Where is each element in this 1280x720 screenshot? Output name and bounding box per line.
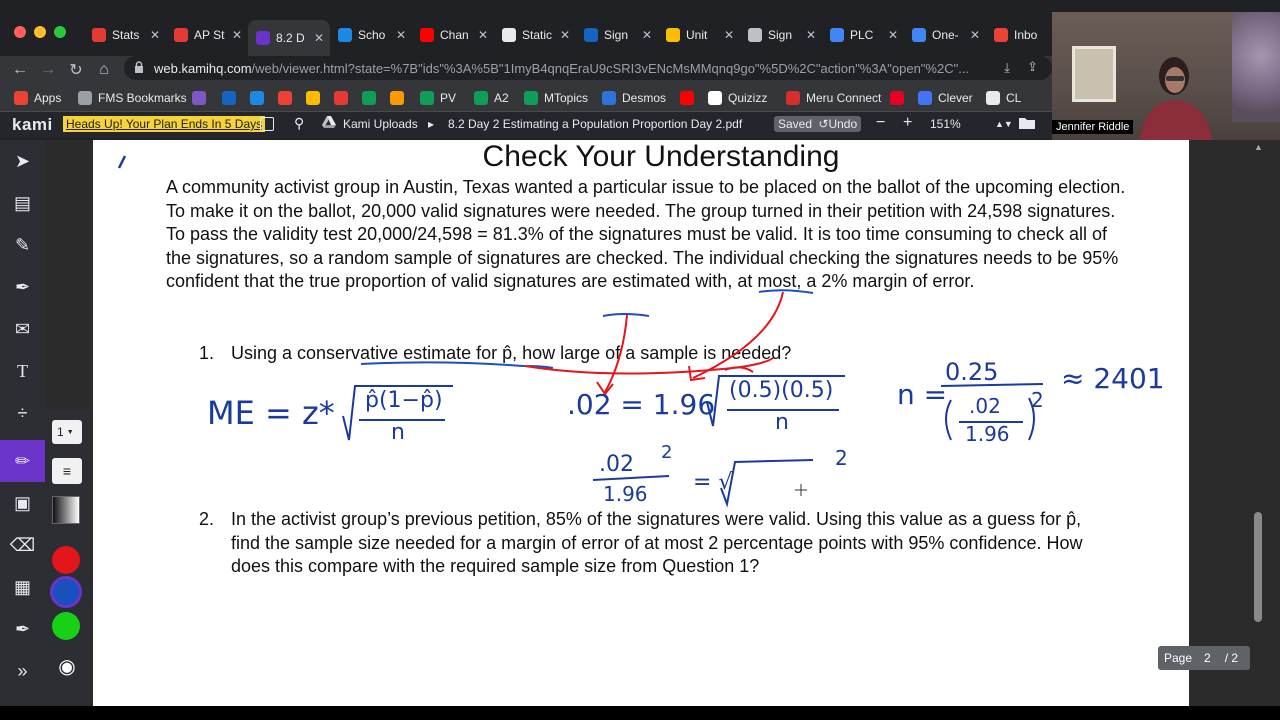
page-indicator	[1158, 646, 1250, 670]
bookmark-item[interactable]	[890, 88, 910, 108]
bookmark-label: Meru Connect	[806, 91, 882, 105]
bookmark-item[interactable]	[420, 88, 456, 108]
green-color-swatch[interactable]	[52, 612, 80, 640]
me-numerator: p̂(1−p̂)	[365, 388, 443, 413]
highlighter-tool-icon[interactable]: ✎	[14, 234, 31, 255]
tab-close-icon[interactable]: ✕	[559, 28, 570, 42]
equation-tool-icon[interactable]: ÷	[17, 402, 28, 423]
browser-tab[interactable]	[658, 22, 740, 48]
file-name[interactable]: 8.2 Day 2 Estimating a Population Proportion Day 2.pdf	[448, 117, 743, 131]
red-arrow-to-05	[725, 367, 753, 372]
bookmark-label: Apps	[34, 91, 62, 105]
docs-icon	[912, 28, 926, 42]
underline-95-percent	[759, 290, 813, 293]
step-exponent: 2	[661, 442, 673, 463]
bookmark-label: A2	[494, 91, 509, 105]
palette-icon[interactable]: ◉	[58, 656, 76, 678]
question-1-text: Using a conservative estimate for p̂, how large of a sample is needed?	[231, 343, 792, 363]
tab-close-icon[interactable]: ✕	[641, 28, 652, 42]
meru-icon	[786, 91, 800, 105]
markup-tool-icon[interactable]: ✒	[14, 276, 31, 297]
globe-icon	[748, 28, 762, 42]
total-pages: / 2	[1224, 651, 1239, 665]
bookmark-item[interactable]	[78, 88, 187, 108]
bookmark-label: Desmos	[622, 91, 667, 105]
bookmark-item[interactable]	[192, 88, 212, 108]
bookmark-item[interactable]	[986, 88, 1021, 108]
red-arrow-to-196	[693, 292, 783, 378]
undo-button[interactable]: Undo	[828, 117, 858, 131]
problem-paragraph: A community activist group in Austin, Texas wanted a particular issue to be placed on the ballot of the upcoming election. To make it on the ballot, 20,000 valid signatures were needed. The group turned in their petition with 24,598 signatures. To pass the validity test 20,000/24,598 = 81.3% of the signatures must be valid. It is too time consuming to check all of the signatures, so a random sample of signatures are checked. The individual checking the signatures needs to be 95% confident that the true proportion of valid signatures are estimated with, at most, a 2% margin of error.	[166, 177, 1126, 291]
search-icon[interactable]: ⚲	[294, 115, 305, 131]
forward-arrow-icon[interactable]: →	[40, 61, 56, 78]
bookmark-icon	[192, 91, 206, 105]
bookmark-label: MTopics	[544, 91, 589, 105]
n-den-numerator: .02	[969, 394, 1001, 418]
red-cross-icon	[174, 28, 188, 42]
current-page-input[interactable]: 2	[1204, 651, 1211, 665]
zoom-in-button[interactable]: +	[903, 114, 913, 131]
dictionary-tool-icon[interactable]: ▤	[13, 192, 31, 213]
webcam-overlay	[1052, 12, 1280, 140]
page-title: Check Your Understanding	[482, 140, 840, 173]
underline-conservative-estimate	[361, 362, 553, 368]
share-icon[interactable]: ⇪	[1027, 59, 1038, 74]
stroke-style-button[interactable]: ≡	[52, 458, 82, 484]
me-denominator: n	[391, 420, 405, 445]
tab-close-icon[interactable]: ✕	[313, 31, 324, 45]
sidebar-toggle-icon[interactable]	[260, 117, 274, 131]
tab-close-icon[interactable]: ✕	[887, 28, 898, 42]
window-bottom-edge	[0, 706, 1280, 720]
tab-label: PLC	[850, 28, 874, 42]
youtube-icon	[680, 91, 694, 105]
bookmark-item[interactable]	[918, 88, 973, 108]
tab-close-icon[interactable]: ✕	[477, 28, 488, 42]
minimize-window-dot[interactable]	[34, 26, 46, 38]
bookmark-item[interactable]	[334, 88, 354, 108]
plan-ends-banner[interactable]: Heads Up! Your Plan Ends In 5 Days	[63, 116, 265, 132]
stroke-size-select[interactable]	[52, 420, 82, 444]
step-rhs-exponent: 2	[835, 446, 848, 470]
bookmark-label: PV	[440, 91, 457, 105]
crosshair-cursor	[795, 484, 807, 496]
kami-toolbar	[0, 112, 1052, 138]
n-exponent: 2	[1031, 388, 1044, 412]
sub-denominator: n	[775, 410, 789, 435]
docs-icon	[830, 28, 844, 42]
close-window-dot[interactable]	[14, 26, 26, 38]
question-2-text: In the activist group’s previous petition, 85% of the signatures were valid. Using this value as a guess for p̂, find the sample size needed for a margin of error of at most 2 percentage points with 95% confidence. How does this compare with the required sample size from Question 1?	[231, 509, 1083, 576]
kami-tool-sidebar	[0, 140, 45, 706]
red-cross-icon	[334, 91, 348, 105]
page-label: Page	[1164, 651, 1193, 665]
browser-toolbar	[0, 56, 1052, 84]
tab-close-icon[interactable]: ✕	[231, 28, 242, 42]
gmail-icon	[278, 91, 292, 105]
drive-icon	[420, 91, 434, 105]
n-den-denominator: 1.96	[965, 422, 1010, 446]
pinterest-icon	[890, 91, 904, 105]
gmail-icon	[994, 28, 1008, 42]
bookmark-item[interactable]	[474, 88, 509, 108]
drive-icon	[362, 91, 376, 105]
back-arrow-icon[interactable]: ←	[12, 61, 28, 78]
bookmark-item[interactable]	[14, 88, 61, 108]
maximize-window-dot[interactable]	[54, 26, 66, 38]
step-denominator: 1.96	[603, 482, 648, 506]
browser-tab[interactable]	[740, 22, 822, 48]
drive-icon	[322, 115, 336, 132]
window-frame	[1072, 46, 1116, 102]
step-rhs: = √	[693, 470, 733, 495]
n-numerator: 0.25	[945, 358, 999, 386]
folder-open-icon[interactable]	[1018, 116, 1036, 133]
zoom-dropdown-icon[interactable]: ▲▼	[995, 119, 1013, 129]
bookmark-item[interactable]	[390, 88, 410, 108]
red-arrow-conservative	[525, 358, 773, 374]
browser-tab[interactable]	[494, 22, 576, 48]
chevron-down-icon: ▼	[66, 428, 74, 436]
tn-icon	[584, 28, 598, 42]
folder-icon	[78, 91, 92, 105]
red-arrow-to-02	[605, 315, 627, 392]
tab-label: Inbo	[1014, 28, 1038, 42]
expand-sidebar-icon[interactable]: »	[17, 660, 28, 681]
bookmark-item[interactable]	[222, 88, 242, 108]
bookmark-item[interactable]	[524, 88, 588, 108]
bookmark-label: FMS Bookmarks	[98, 91, 187, 105]
tab-label: Chan	[440, 28, 469, 42]
bookmark-label: Clever	[938, 91, 973, 105]
breadcrumb-chevron-icon: ▸	[428, 117, 435, 131]
bookmark-label: CL	[1006, 91, 1022, 105]
red-color-swatch[interactable]	[52, 546, 80, 574]
clever-icon	[918, 91, 932, 105]
bookmarks-bar	[0, 84, 1052, 112]
bookmark-item[interactable]	[602, 88, 666, 108]
quizizz-icon	[708, 91, 722, 105]
comment-tool-icon[interactable]: ✉	[14, 318, 31, 339]
drive-icon	[666, 28, 680, 42]
zoom-level[interactable]: 151%	[930, 117, 961, 131]
tab-label: AP St	[194, 28, 225, 42]
red-cross-icon	[92, 28, 106, 42]
stroke-size-value: 1	[57, 425, 64, 439]
browser-tab[interactable]	[576, 22, 658, 48]
document-scrollbar[interactable]	[1250, 140, 1280, 706]
browser-tab[interactable]	[330, 22, 412, 48]
shapes-tool-icon[interactable]: ▣	[13, 492, 31, 513]
opacity-swatch[interactable]	[52, 496, 80, 524]
amazon-icon	[390, 91, 404, 105]
tab-label: Static	[522, 28, 553, 42]
url-host: web.kamihq.com	[154, 60, 252, 76]
bookmark-item[interactable]	[708, 88, 767, 108]
breadcrumb-root[interactable]: Kami Uploads	[343, 117, 418, 131]
cursor-mark	[119, 156, 125, 168]
step-numerator: .02	[599, 452, 634, 477]
browser-tab[interactable]	[986, 22, 1052, 48]
tab-close-icon[interactable]: ✕	[805, 28, 816, 42]
presenter-silhouette	[1130, 50, 1220, 140]
zoom-out-button[interactable]: −	[876, 114, 886, 131]
browser-tab-bar	[0, 12, 1052, 56]
cl-icon	[986, 91, 1000, 105]
browser-tab[interactable]	[412, 22, 494, 48]
saved-label: Saved	[778, 117, 813, 131]
kami-icon	[256, 31, 270, 45]
presenter-name: Jennifer Riddle	[1052, 120, 1133, 134]
home-icon[interactable]: ⌂	[99, 61, 109, 78]
n-lhs: n =	[897, 378, 948, 411]
drive-icon	[524, 91, 538, 105]
browser-tab[interactable]	[84, 22, 166, 48]
browser-tab[interactable]	[166, 22, 248, 48]
n-result: ≈ 2401	[1061, 362, 1165, 395]
bookmark-item[interactable]	[680, 88, 700, 108]
schoology-icon	[338, 28, 352, 42]
tab-label: Scho	[358, 28, 386, 42]
reload-icon[interactable]: ↻	[69, 62, 83, 79]
bookmark-item[interactable]	[362, 88, 382, 108]
drive-icon	[474, 91, 488, 105]
undo-icon[interactable]: ↺	[818, 117, 829, 131]
youtube-icon	[420, 28, 434, 42]
signature-tool-icon[interactable]: ✒	[14, 618, 31, 639]
bookmark-item[interactable]	[786, 88, 881, 108]
tab-label: 8.2 D	[276, 31, 305, 45]
image-icon	[306, 91, 320, 105]
bookmark-item[interactable]	[306, 88, 326, 108]
me-lhs: ME = z*	[207, 394, 335, 432]
schoology-icon	[250, 91, 264, 105]
text-tool-icon[interactable]: T	[17, 360, 28, 381]
step-sqrt-sign	[721, 460, 813, 504]
apple-icon	[502, 28, 516, 42]
url-path: /web/viewer.html?state=%7B"ids"%3A%5B"1ImyB4qnqEraU9cSRI3vENcMsMMqnq9go"%5D%2C"action"%3A"open"%2C"...	[251, 60, 970, 76]
question-2-number: 2.	[199, 509, 215, 529]
desmos-icon	[602, 91, 616, 105]
tab-close-icon[interactable]: ✕	[395, 28, 406, 42]
tab-label: Stats	[112, 28, 140, 42]
tab-label: Sign	[604, 28, 629, 42]
sub-numerator: (0.5)(0.5)	[729, 378, 834, 403]
browser-tab[interactable]	[248, 20, 330, 56]
kami-logo[interactable]: kami	[12, 115, 53, 134]
download-icon[interactable]: ⤓	[1004, 60, 1010, 75]
saved-undo-group	[774, 116, 861, 132]
bookmark-label: Quizizz	[728, 91, 768, 105]
tab-close-icon[interactable]: ✕	[969, 28, 980, 42]
question-1-number: 1.	[199, 343, 215, 363]
drawing-tool-icon[interactable]: ✏	[0, 440, 45, 482]
tab-label: Sign	[768, 28, 793, 42]
tab-close-icon[interactable]: ✕	[149, 28, 160, 42]
apps-grid-icon	[14, 91, 28, 105]
drawing-options-panel	[45, 410, 90, 706]
sub-lhs: .02 = 1.96	[567, 388, 716, 421]
bookmark-item[interactable]	[278, 88, 298, 108]
add-image-tool-icon[interactable]: ▦	[13, 576, 31, 597]
address-bar[interactable]	[124, 56, 1052, 80]
lock-icon	[134, 61, 144, 73]
browser-tab[interactable]	[904, 22, 986, 48]
scrollbar-thumb[interactable]	[1254, 512, 1262, 622]
eraser-tool-icon[interactable]: ⌫	[9, 534, 36, 555]
tab-close-icon[interactable]: ✕	[723, 28, 734, 42]
blue-color-swatch[interactable]	[50, 576, 82, 608]
browser-tab[interactable]	[822, 22, 904, 48]
tab-label: One-	[932, 28, 959, 42]
bookmark-item[interactable]	[250, 88, 270, 108]
pdf-page[interactable]	[93, 140, 1189, 706]
sis-icon	[222, 91, 236, 105]
wall-art	[1232, 12, 1280, 122]
select-tool-icon[interactable]: ➤	[14, 150, 31, 171]
tab-label: Unit	[686, 28, 708, 42]
scroll-up-icon[interactable]: ▲	[1254, 142, 1263, 152]
